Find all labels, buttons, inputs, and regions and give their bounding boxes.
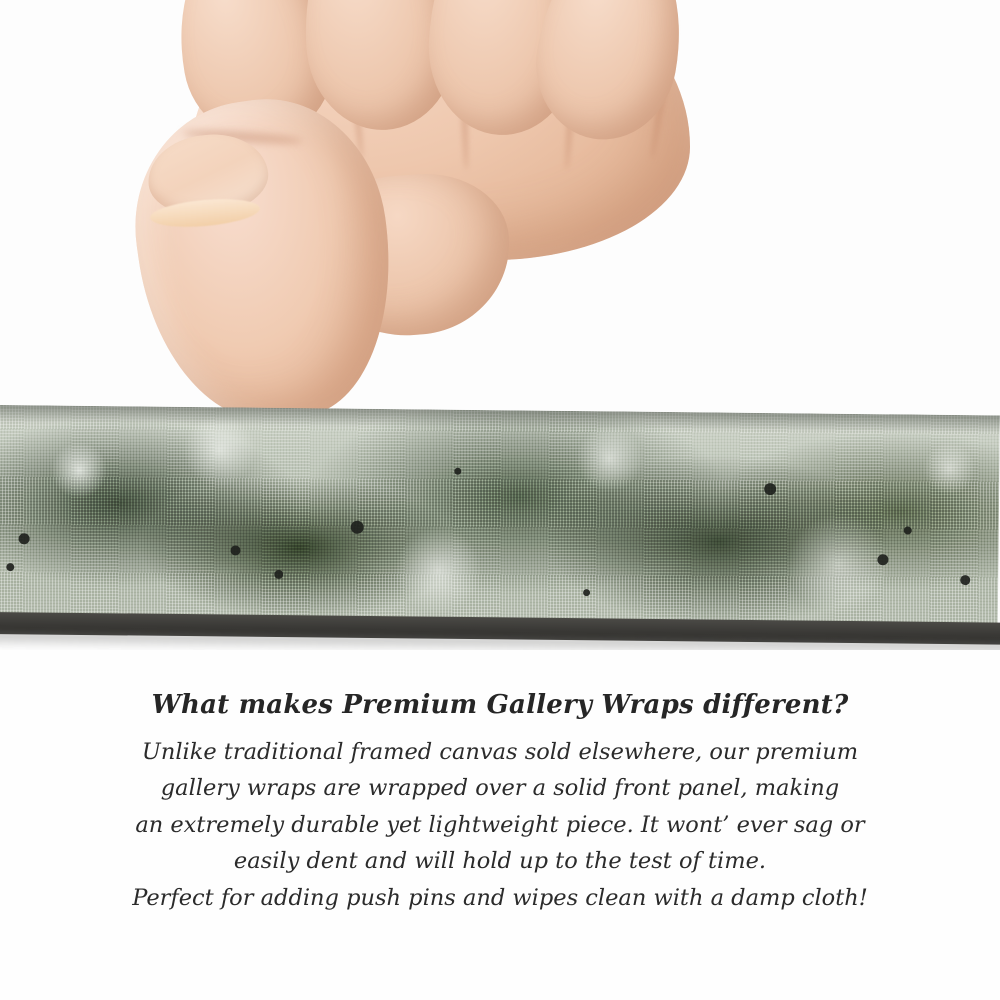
- canvas-speck: [904, 526, 912, 534]
- caption-line: Unlike traditional framed canvas sold elsewhere, our premium: [141, 739, 859, 765]
- caption-line: Perfect for adding push pins and wipes clean with a damp cloth!: [132, 884, 868, 911]
- caption-block: [0, 690, 1000, 916]
- canvas-speck: [351, 521, 364, 534]
- canvas-speck: [454, 468, 461, 475]
- canvas-speck: [764, 483, 776, 495]
- canvas-speck: [960, 575, 970, 585]
- caption-line: an extremely durable yet lightweight piece. It wont’ ever sag or: [135, 811, 865, 838]
- caption-line: easily dent and will hold up to the test of time.: [233, 848, 767, 875]
- canvas-speck: [19, 533, 30, 544]
- caption-title: What makes Premium Gallery Wraps different?: [151, 690, 849, 720]
- caption-line: gallery wraps are wrapped over a solid front panel, making: [160, 775, 840, 802]
- canvas-speck: [877, 554, 888, 565]
- canvas-texture-highlights: [0, 405, 1000, 630]
- canvas-speck: [274, 570, 283, 579]
- canvas-speck: [230, 545, 240, 555]
- canvas-speck: [583, 589, 590, 596]
- hand-photo-element: [120, 0, 700, 430]
- canvas-speck: [6, 563, 14, 571]
- canvas-wrap-edge: [0, 405, 1000, 630]
